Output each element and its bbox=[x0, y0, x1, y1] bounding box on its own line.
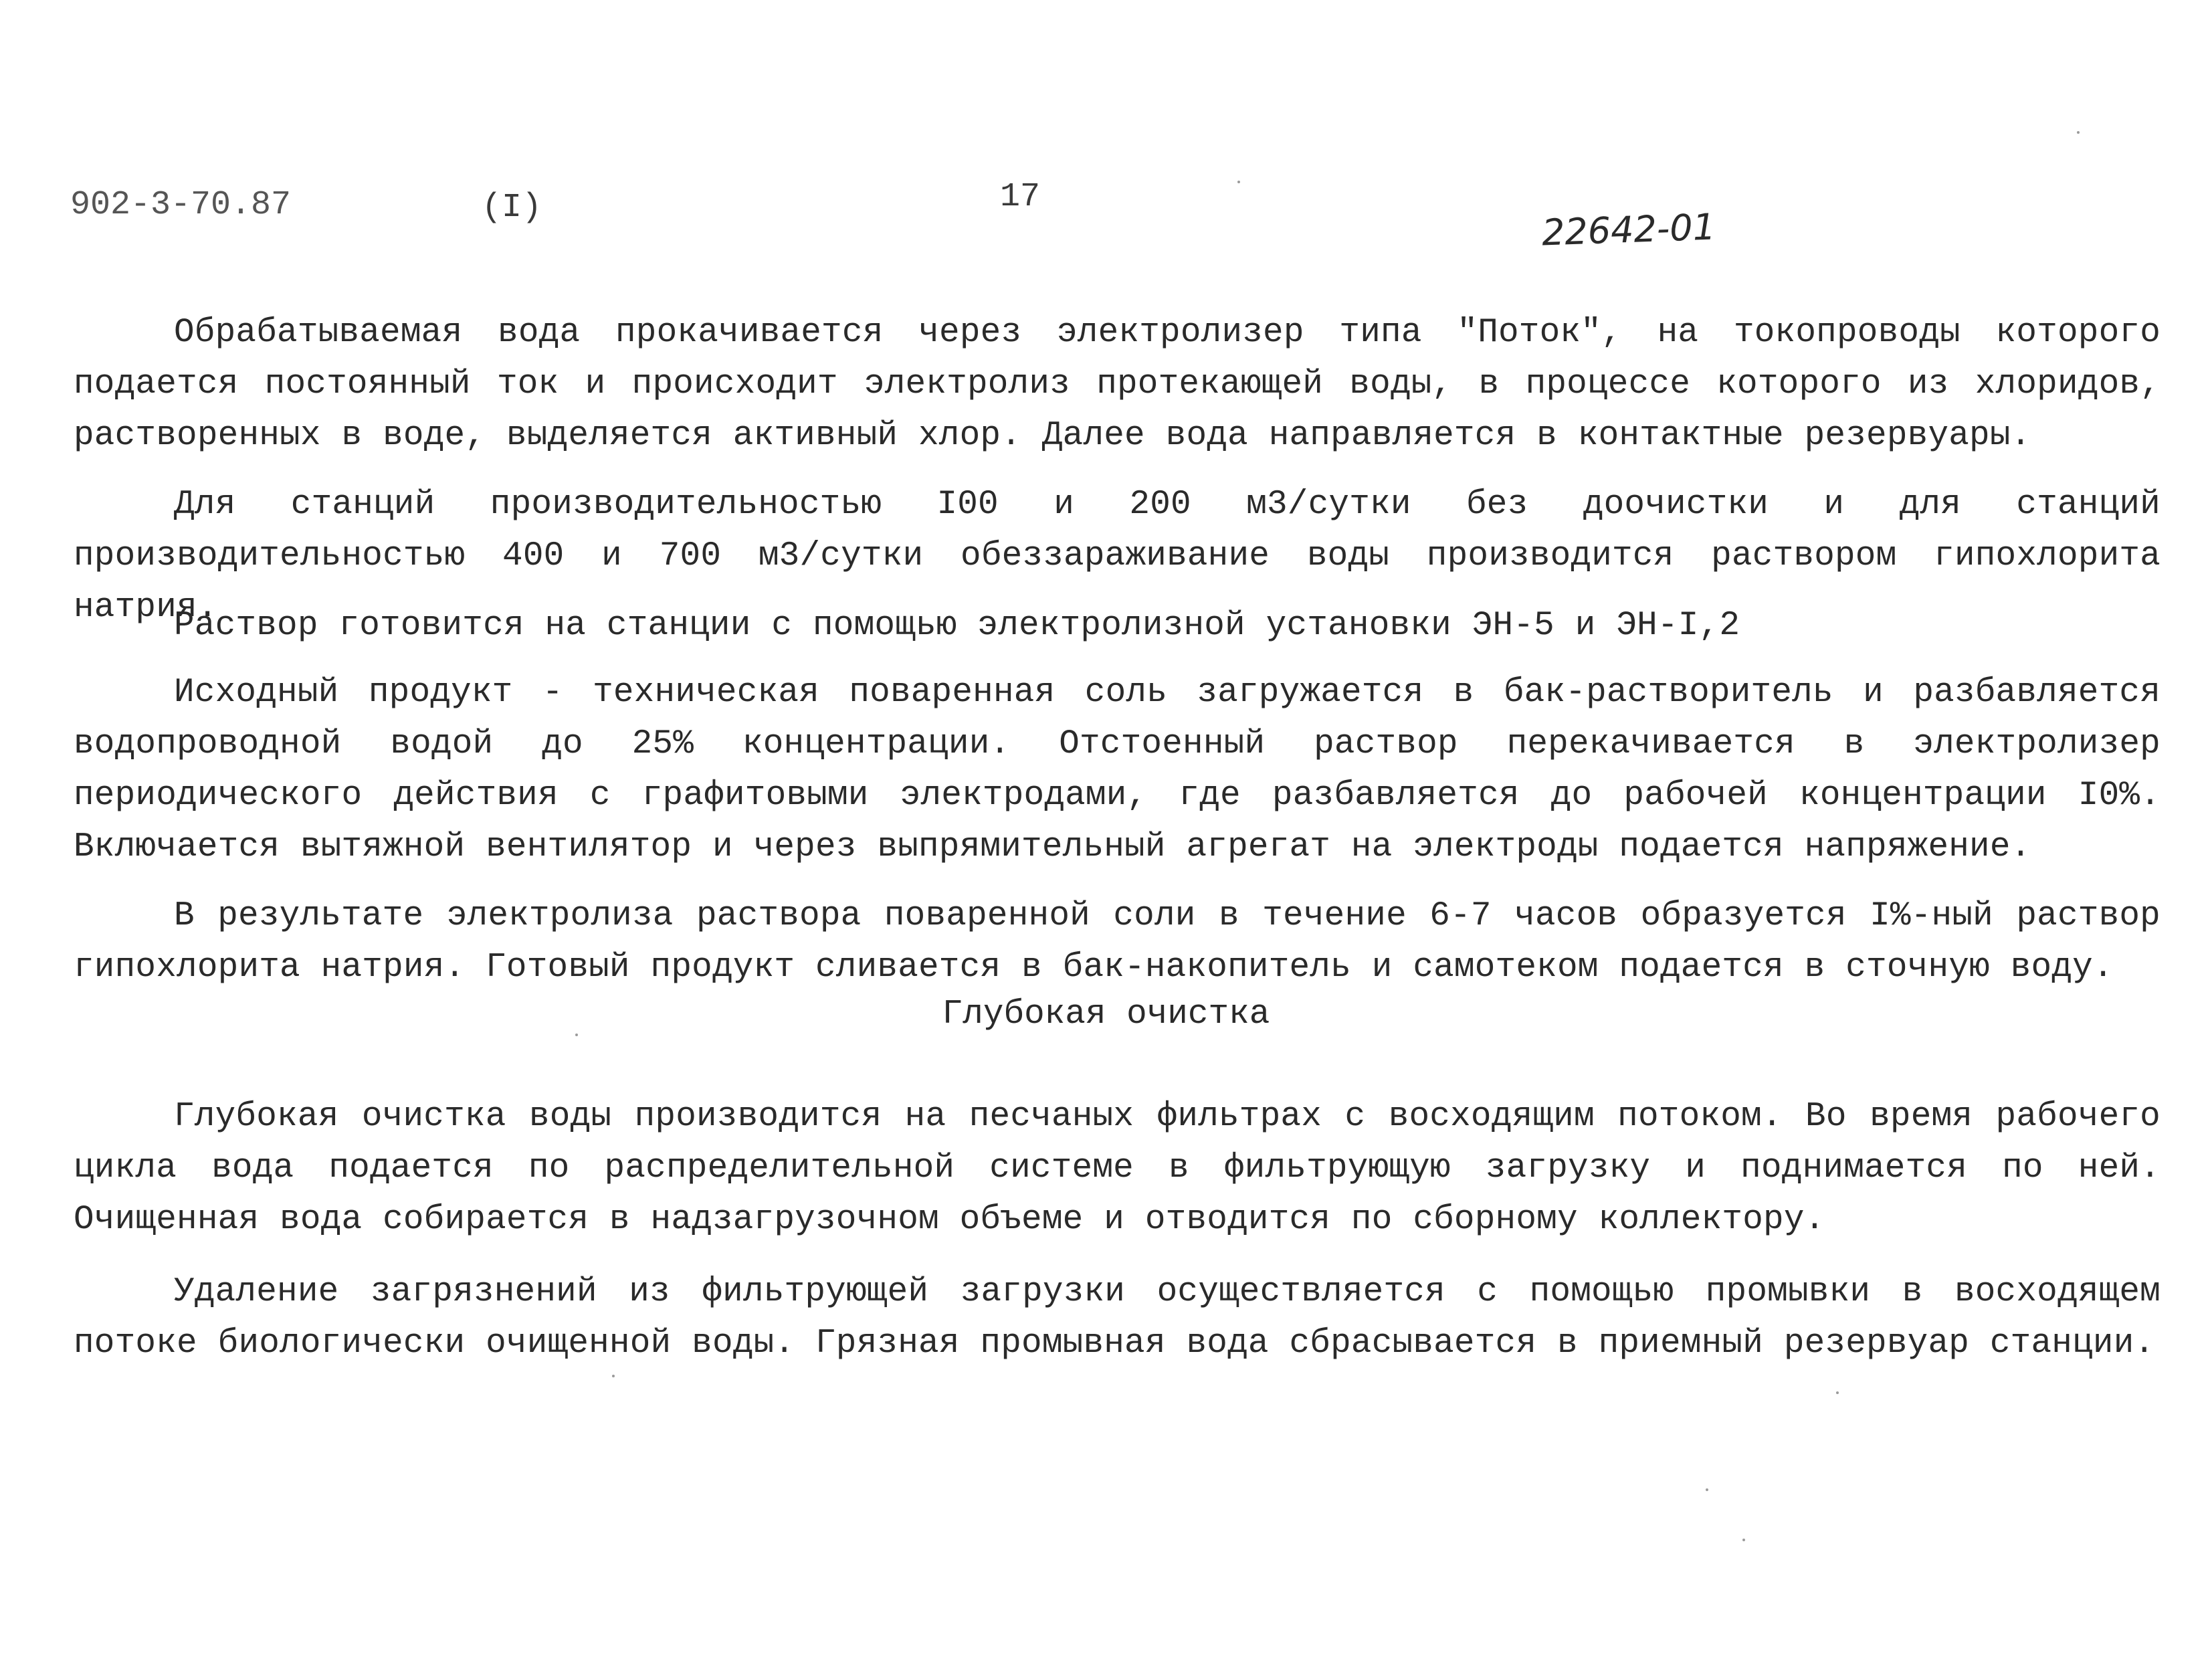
section-heading: Глубокая очистка bbox=[942, 995, 1270, 1034]
paragraph-raw-product: Исходный продукт - техническая поваренная соль загружается в бак-растворитель и разбавляется водопроводной водой до 25% концентрации. Отстоенный раствор перекачивается в электролизер периодического действия с графитовыми электродами, где разбавляется до рабочей концентрации I0%. Включается вытяжной вентилятор и через выпрямительный агрегат на электроды подается напряжение. bbox=[74, 674, 2160, 866]
paragraph-electrolysis-result: В результате электролиза раствора поваренной соли в течение 6-7 часов образуется I%-ный раствор гипохлорита натрия. Готовый продукт сливается в бак-накопитель и самотеком подается в сточную воду. bbox=[74, 897, 2160, 987]
handwritten-stamp-number: 22642-01 bbox=[1540, 205, 1717, 254]
scan-speck bbox=[1706, 1488, 1708, 1491]
scan-speck bbox=[2077, 131, 2080, 134]
scan-speck bbox=[1836, 1391, 1839, 1394]
page-number: 17 bbox=[1000, 178, 1041, 216]
paragraph-solution-preparation: Раствор готовится на станции с помощью электролизной установки ЭН-5 и ЭН-I,2 bbox=[174, 607, 1740, 645]
scan-speck bbox=[575, 1034, 578, 1036]
document-code: 902-3-70.87 bbox=[70, 186, 292, 224]
paragraph-deep-treatment: Глубокая очистка воды производится на песчаных фильтрах с восходящим потоком. Во время рабочего цикла вода подается по распределительной системе в фильтрующую загрузку и поднимается по ней. Очищенная вода собирается в надзагрузочном объеме и отводится по сборному коллектору. bbox=[74, 1098, 2160, 1239]
paragraph-electrolyzer: Обрабатываемая вода прокачивается через электролизер типа "Поток", на токопроводы которого подается постоянный ток и происходит электролиз протекающей воды, в процессе которого из хлоридов, растворенных в воде, выделяется активный хлор. Далее вода направляется в контактные резервуары. bbox=[74, 314, 2160, 455]
paragraph-filter-washing: Удаление загрязнений из фильтрующей загрузки осуществляется с помощью промывки в восходящем потоке биологически очищенной воды. Грязная промывная вода сбрасывается в приемный резервуар станции. bbox=[74, 1273, 2160, 1363]
volume-number: (I) bbox=[482, 189, 542, 227]
scan-speck bbox=[1742, 1539, 1745, 1541]
scan-speck bbox=[612, 1375, 615, 1377]
paragraph-disinfection: Для станций производительностью I00 и 200 м3/сутки без доочистки и для станций производительностью 400 и 700 м3/сутки обеззараживание воды производится раствором гипохлорита натрия. bbox=[74, 486, 2160, 627]
scan-speck bbox=[1237, 181, 1240, 183]
